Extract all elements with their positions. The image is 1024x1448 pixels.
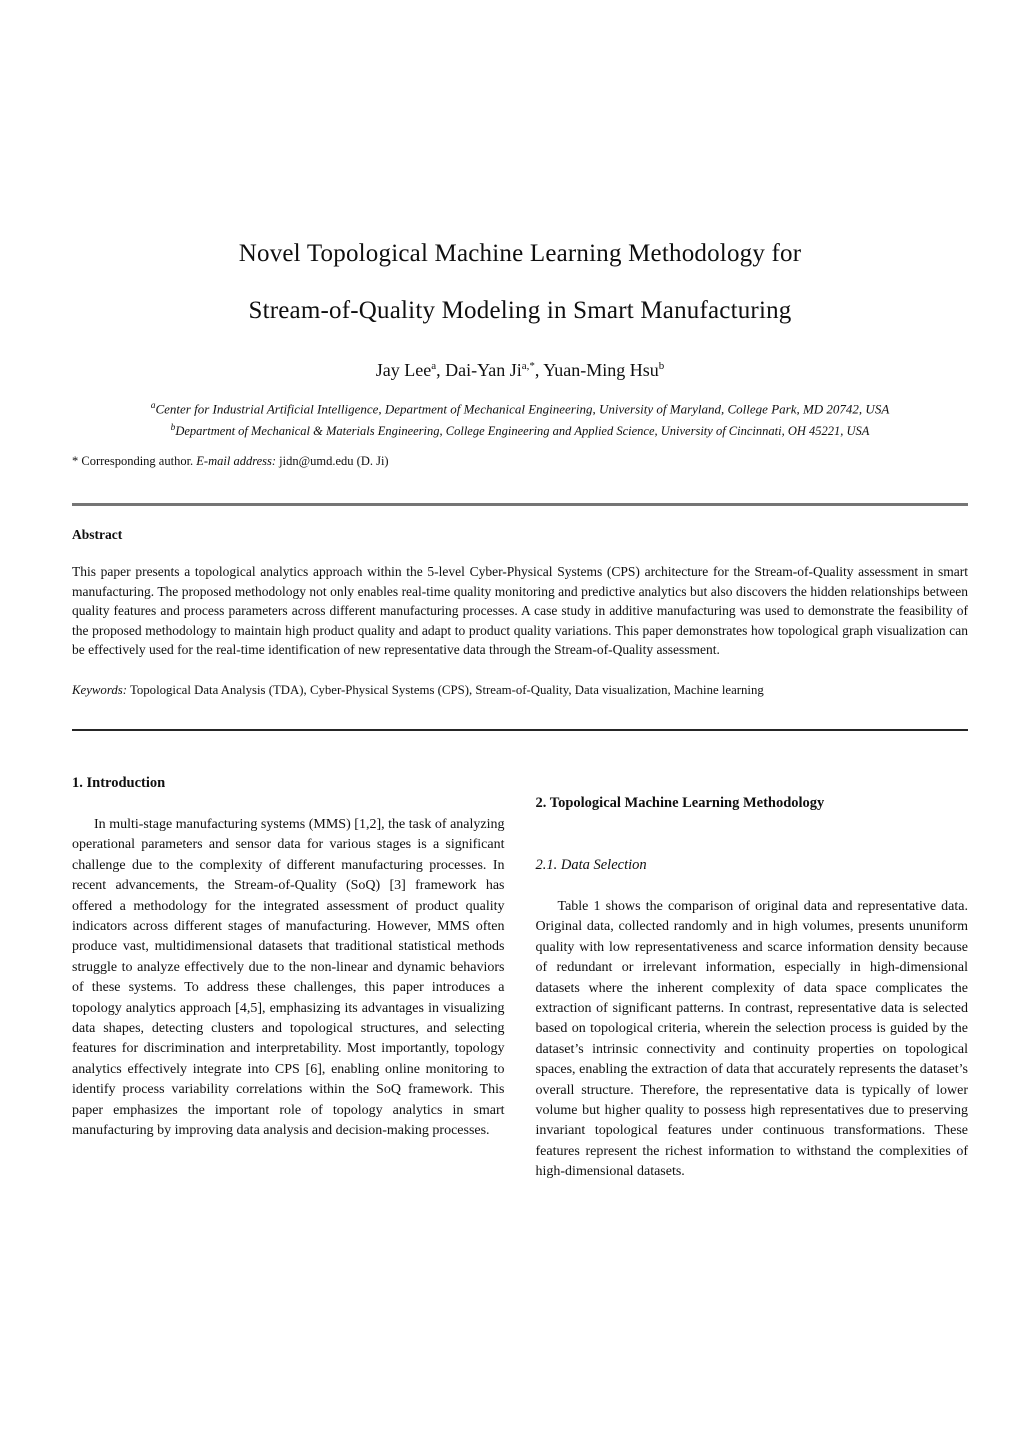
paper-header bbox=[72, 0, 968, 470]
abstract-section bbox=[72, 526, 968, 699]
paper-title bbox=[72, 225, 968, 339]
keywords-label: Keywords: bbox=[72, 682, 127, 697]
affiliation-a-text: Center for Industrial Artificial Intelligence, Department of Mechanical Engineering, University of Maryland, College Park, MD 20742, USA bbox=[155, 401, 890, 417]
section-2-1-body: Table 1 shows the comparison of original data and representative data. Original data, collected randomly and in high volumes, presents ununiform quality with low representativeness and scarce information density because of redundant or irrelevant information, especially in high-dimensional datasets where the inherent complexity of data space complicates the extraction of significant patterns. In contrast, representative data is selected based on topological criteria, wherein the selection process is guided by the dataset’s intrinsic connectivity and continuity properties on topological spaces, enabling the extraction of data that accurately represents the dataset’s overall structure. Therefore, the representative data is typically of lower volume but higher quality to possess high representatives due to preserving invariant topological features under continuous transformations. These features represent the richest information to withstand the complexities of high-dimensional datasets. bbox=[535, 898, 968, 1180]
corresponding-prefix: * Corresponding author. bbox=[72, 454, 194, 469]
left-column bbox=[72, 773, 505, 1183]
affiliation-b-mark: b bbox=[170, 422, 176, 433]
affiliation-b bbox=[72, 419, 968, 442]
author-line bbox=[72, 353, 968, 383]
author-3-affmark: b bbox=[658, 360, 665, 372]
section-2-1-heading: 2.1. Data Selection bbox=[535, 856, 647, 873]
two-column-body bbox=[72, 773, 968, 1183]
author-1: Jay Lee bbox=[375, 360, 432, 380]
abstract-heading: Abstract bbox=[72, 527, 123, 543]
title-line-2: Stream-of-Quality Modeling in Smart Manufacturing bbox=[248, 297, 792, 324]
author-1-affmark: a bbox=[431, 360, 437, 372]
email-address-label: E-mail address: bbox=[196, 454, 277, 469]
corresponding-author-note bbox=[72, 453, 968, 470]
divider-top bbox=[72, 503, 968, 506]
affiliation-a bbox=[72, 397, 968, 419]
keywords-text: Topological Data Analysis (TDA), Cyber-Physical Systems (CPS), Stream-of-Quality, Data visualization, Machine learning bbox=[129, 682, 764, 697]
section-1-heading: 1. Introduction bbox=[72, 774, 166, 791]
author-3: , Yuan-Ming Hsu bbox=[534, 360, 659, 380]
affiliation-a-mark: a bbox=[150, 401, 156, 411]
section-1-body: In multi-stage manufacturing systems (MMS) [1,2], the task of analyzing operational parameters and sensor data for various stages is a significant challenge due to the complexity of different manufacturing processes. In recent advancements, the Stream-of-Quality (SoQ) [3] framework has offered a methodology for the integrated assessment of product quality indicators across different stages of manufacturing. However, MMS often produce vast, multidimensional datasets that traditional statistical methods struggle to analyze effectively due to the non-linear and dynamic behaviors of these systems. To address these challenges, this paper introduces a topology analytics approach [4,5], emphasizing its advantages in visualizing data shapes, detecting clusters and topological structures, and selecting features for discrimination and interpretability. Most importantly, topology analytics effectively integrate into CPS [6], enabling online monitoring to identify process variability correlations within the SoQ framework. This paper emphasizes the important role of topology analytics in smart manufacturing by improving data analysis and decision-making processes. bbox=[72, 816, 505, 1139]
author-2: , Dai-Yan Ji bbox=[436, 360, 522, 380]
affiliation-b-text: Department of Mechanical & Materials Engineering, College Engineering and Applied Science, University of Cincinnati, OH 45221, USA bbox=[175, 423, 870, 438]
divider-bottom bbox=[72, 729, 968, 731]
keywords-line bbox=[72, 682, 968, 699]
section-2-heading: 2. Topological Machine Learning Methodology bbox=[535, 794, 825, 811]
abstract-body: This paper presents a topological analytics approach within the 5-level Cyber-Physical Systems (CPS) architecture for the Stream-of-Quality assessment in smart manufacturing. The proposed methodology not only enables real-time quality monitoring and predictive analytics but also discovers the hidden relationships between quality features and process parameters across different manufacturing processes. A case study in additive manufacturing was used to demonstrate the feasibility of the proposed methodology to maintain high product quality and adapt to product quality variations. This paper demonstrates how topological graph visualization can be effectively used for the real-time identification of new representative data through the Stream-of-Quality assessment. bbox=[72, 564, 968, 658]
author-2-affmark: a,* bbox=[521, 360, 535, 372]
corresponding-email: jidn@umd.edu (D. Ji) bbox=[279, 454, 389, 469]
title-line-1: Novel Topological Machine Learning Methodology for bbox=[238, 240, 802, 267]
right-column bbox=[536, 773, 969, 1183]
affiliations bbox=[72, 397, 968, 441]
